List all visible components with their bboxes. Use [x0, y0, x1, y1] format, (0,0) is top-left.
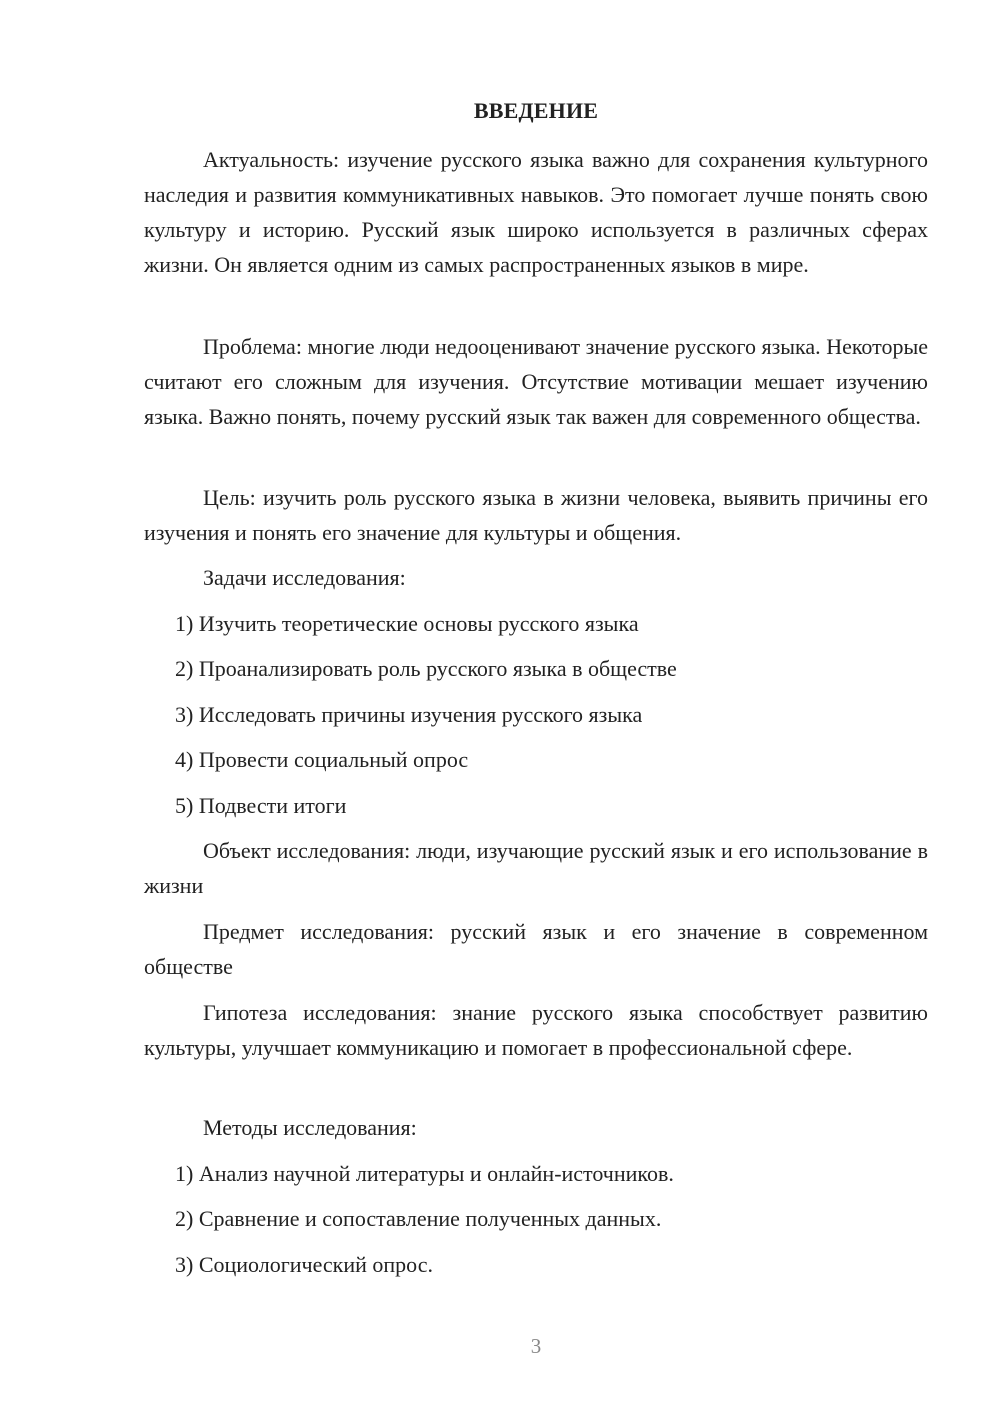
hypothesis-paragraph: Гипотеза исследования: знание русского языка способствует развитию культуры, улучшает коммуникацию и помогает в профессиональной сфере.: [144, 1000, 928, 1060]
methods-heading: Методы исследования:: [203, 1115, 417, 1140]
problem-paragraph: Проблема: многие люди недооценивают значение русского языка. Некоторые считают его сложным для изучения. Отсутствие мотивации мешает изучению языка. Важно понять, почему русский язык так важен для современного общества.: [144, 334, 928, 429]
task-item: 3) Исследовать причины изучения русского языка: [175, 702, 643, 727]
page-number: 3: [530, 1334, 542, 1358]
method-item: 2) Сравнение и сопоставление полученных данных.: [175, 1206, 662, 1231]
tasks-heading: Задачи исследования:: [203, 565, 406, 590]
page-title: ВВЕДЕНИЕ: [473, 98, 599, 123]
relevance-paragraph: Актуальность: изучение русского языка важно для сохранения культурного наследия и развития коммуникативных навыков. Это помогает лучше понять свою культуру и историю. Русский язык широко используется в различных сферах жизни. Он является одним из самых распространенных языков в мире.: [144, 147, 928, 277]
task-item: 4) Провести социальный опрос: [175, 747, 469, 772]
task-item: 2) Проанализировать роль русского языка в обществе: [175, 656, 677, 681]
task-item: 1) Изучить теоретические основы русского языка: [175, 611, 639, 636]
method-item: 3) Социологический опрос.: [175, 1252, 433, 1277]
object-paragraph: Объект исследования: люди, изучающие русский язык и его использование в жизни: [144, 838, 928, 898]
goal-paragraph: Цель: изучить роль русского языка в жизни человека, выявить причины его изучения и понять его значение для культуры и общения.: [144, 485, 928, 545]
task-item: 5) Подвести итоги: [175, 793, 347, 818]
method-item: 1) Анализ научной литературы и онлайн-источников.: [175, 1161, 674, 1186]
subject-paragraph: Предмет исследования: русский язык и его значение в современном обществе: [144, 919, 928, 979]
